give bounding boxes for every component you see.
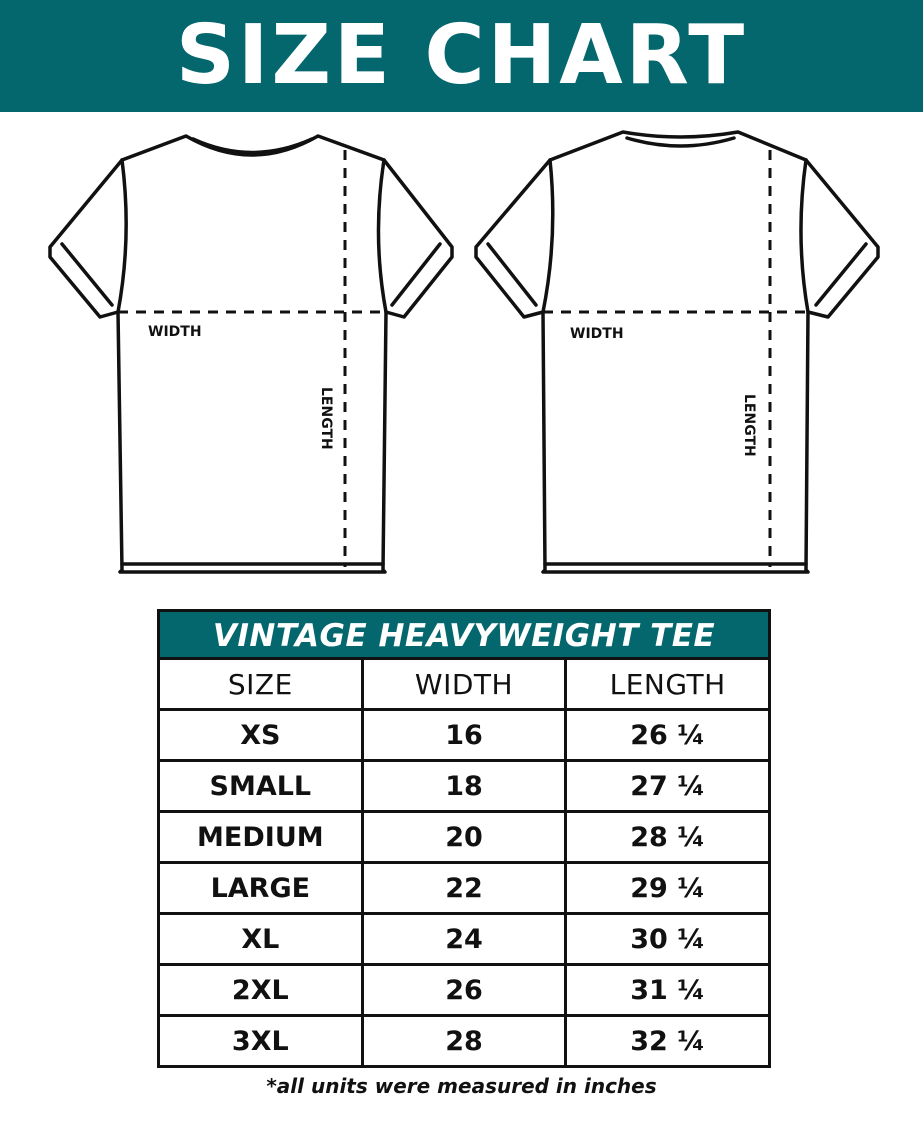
- page-title: SIZE CHART: [175, 8, 748, 103]
- shirt-diagram-svg: [0, 112, 923, 602]
- length-cell: 26 ¼: [566, 710, 770, 761]
- width-cell: 24: [362, 914, 566, 965]
- size-cell: 2XL: [159, 965, 363, 1016]
- column-header-width: WIDTH: [362, 659, 566, 710]
- table-row: [159, 761, 770, 812]
- column-header-length: LENGTH: [566, 659, 770, 710]
- size-cell: 3XL: [159, 1016, 363, 1067]
- front-shirt-body: [50, 136, 452, 572]
- table-row: [159, 914, 770, 965]
- table-row: [159, 863, 770, 914]
- width-cell: 28: [362, 1016, 566, 1067]
- length-cell: 32 ¼: [566, 1016, 770, 1067]
- front-width-label: WIDTH: [148, 324, 202, 340]
- table-title: VINTAGE HEAVYWEIGHT TEE: [157, 609, 771, 657]
- length-cell: 31 ¼: [566, 965, 770, 1016]
- back-length-label: LENGTH: [741, 394, 757, 457]
- length-cell: 28 ¼: [566, 812, 770, 863]
- table-row: [159, 710, 770, 761]
- length-cell: 29 ¼: [566, 863, 770, 914]
- back-width-label: WIDTH: [570, 326, 624, 342]
- back-shirt-illustration: [476, 132, 878, 572]
- column-header-size: SIZE: [159, 659, 363, 710]
- table-row: [159, 1016, 770, 1067]
- size-cell: XS: [159, 710, 363, 761]
- size-cell: SMALL: [159, 761, 363, 812]
- size-cell: XL: [159, 914, 363, 965]
- front-length-label: LENGTH: [318, 387, 334, 450]
- table-header-row: [159, 659, 770, 710]
- shirt-diagrams: [0, 112, 923, 602]
- width-cell: 16: [362, 710, 566, 761]
- header-banner: [0, 0, 923, 112]
- size-cell: LARGE: [159, 863, 363, 914]
- width-cell: 20: [362, 812, 566, 863]
- size-cell: MEDIUM: [159, 812, 363, 863]
- size-table-container: [157, 609, 771, 1068]
- table-row: [159, 965, 770, 1016]
- footnote: *all units were measured in inches: [266, 1074, 657, 1098]
- width-cell: 18: [362, 761, 566, 812]
- table-row: [159, 812, 770, 863]
- length-cell: 30 ¼: [566, 914, 770, 965]
- width-cell: 22: [362, 863, 566, 914]
- front-shirt-illustration: [50, 136, 452, 572]
- size-table: [157, 609, 771, 1068]
- length-cell: 27 ¼: [566, 761, 770, 812]
- back-shirt-body: [476, 132, 878, 572]
- width-cell: 26: [362, 965, 566, 1016]
